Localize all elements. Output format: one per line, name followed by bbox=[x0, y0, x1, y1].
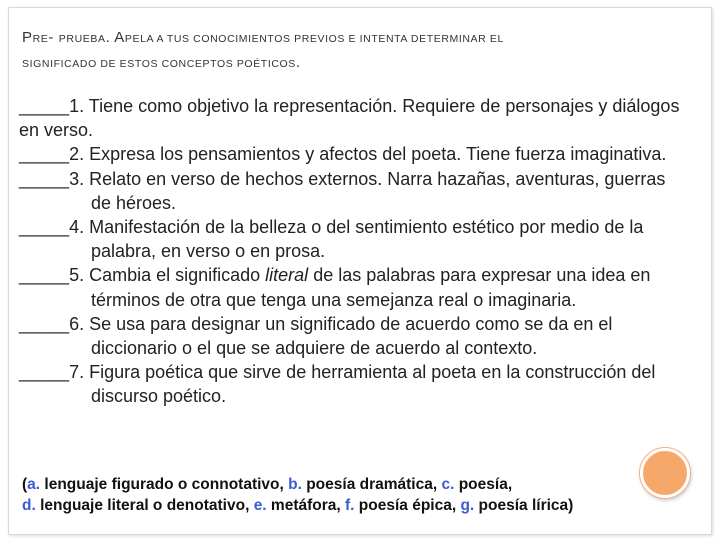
option-text-g: poesía lírica) bbox=[474, 497, 574, 514]
answer-blank[interactable]: _____ bbox=[19, 362, 70, 383]
item-number: 2. bbox=[69, 144, 85, 165]
item-number: 3. bbox=[69, 168, 85, 189]
item-text: Expresa los pensamientos y afectos del poeta. Tiene fuerza imaginativa. bbox=[84, 144, 667, 165]
list-item bbox=[19, 360, 689, 408]
option-key-b: b. bbox=[288, 476, 302, 493]
item-text-italic: literal bbox=[265, 265, 309, 286]
item-text: Manifestación de la belleza o del sentimiento estético por medio de la palabra, en verso o en prosa. bbox=[84, 217, 644, 262]
list-item bbox=[19, 167, 689, 215]
item-text: Cambia el significado bbox=[84, 265, 266, 286]
item-number: 7. bbox=[69, 362, 85, 383]
item-number: 4. bbox=[69, 217, 85, 238]
answer-blank[interactable]: _____ bbox=[19, 144, 70, 165]
option-text-a: lenguaje figurado o connotativo, bbox=[40, 476, 289, 493]
option-key-d: d. bbox=[22, 497, 36, 514]
list-item bbox=[19, 94, 689, 142]
definition-list bbox=[19, 94, 689, 409]
decorative-circle bbox=[640, 448, 690, 498]
answer-blank[interactable]: _____ bbox=[19, 168, 70, 189]
item-number: 5. bbox=[69, 265, 85, 286]
item-text: de las palabras para expresar una idea en términos de otra que tenga una semejanza real o imaginaria. bbox=[91, 265, 651, 310]
option-text-c: poesía, bbox=[454, 476, 513, 493]
item-text: Figura poética que sirve de herramienta al poeta en la construcción del discurso poético. bbox=[84, 362, 656, 407]
list-item bbox=[19, 263, 689, 311]
answer-blank[interactable]: _____ bbox=[19, 217, 70, 238]
option-key-a: a. bbox=[27, 476, 41, 493]
list-item bbox=[19, 312, 689, 360]
title-line-1: PRE- PRUEBA. APELA A TUS CONOCIMIENTOS PREVIOS E INTENTA DETERMINAR EL bbox=[22, 29, 504, 46]
option-key-f: f. bbox=[345, 497, 355, 514]
answer-blank[interactable]: _____ bbox=[19, 265, 70, 286]
item-number: 6. bbox=[69, 313, 85, 334]
option-text-d: lenguaje literal o denotativo, bbox=[35, 497, 254, 514]
answer-options: (a. lenguaje figurado o connotativo, b. poesía dramática, c. poesía, d. lenguaje literal o denotativo, e. metáfora, f. poesía épica, g. poesía lírica) bbox=[22, 476, 574, 514]
page-title bbox=[22, 26, 682, 76]
title-line-2: SIGNIFICADO DE ESTOS CONCEPTOS POÉTICOS. bbox=[22, 54, 301, 71]
option-text-b: poesía dramática, bbox=[301, 476, 442, 493]
item-text: Relato en verso de hechos externos. Narra hazañas, aventuras, guerras de héroes. bbox=[84, 168, 666, 213]
list-item bbox=[19, 215, 689, 263]
list-item bbox=[19, 142, 689, 166]
item-text: Se usa para designar un significado de acuerdo como se da en el diccionario o el que se adquiere de acuerdo al contexto. bbox=[84, 313, 613, 359]
item-number: 1. bbox=[69, 96, 85, 116]
answer-blank[interactable]: _____ bbox=[19, 96, 70, 116]
option-text-f: poesía épica, bbox=[354, 497, 461, 514]
option-key-g: g. bbox=[460, 497, 475, 514]
option-key-e: e. bbox=[253, 497, 267, 514]
answer-blank[interactable]: _____ bbox=[19, 313, 70, 334]
option-key-c: c. bbox=[441, 476, 455, 493]
option-text-e: metáfora, bbox=[266, 497, 346, 514]
item-text: Tiene como objetivo la representación. Requiere de personajes y diálogos en verso. bbox=[19, 96, 680, 141]
